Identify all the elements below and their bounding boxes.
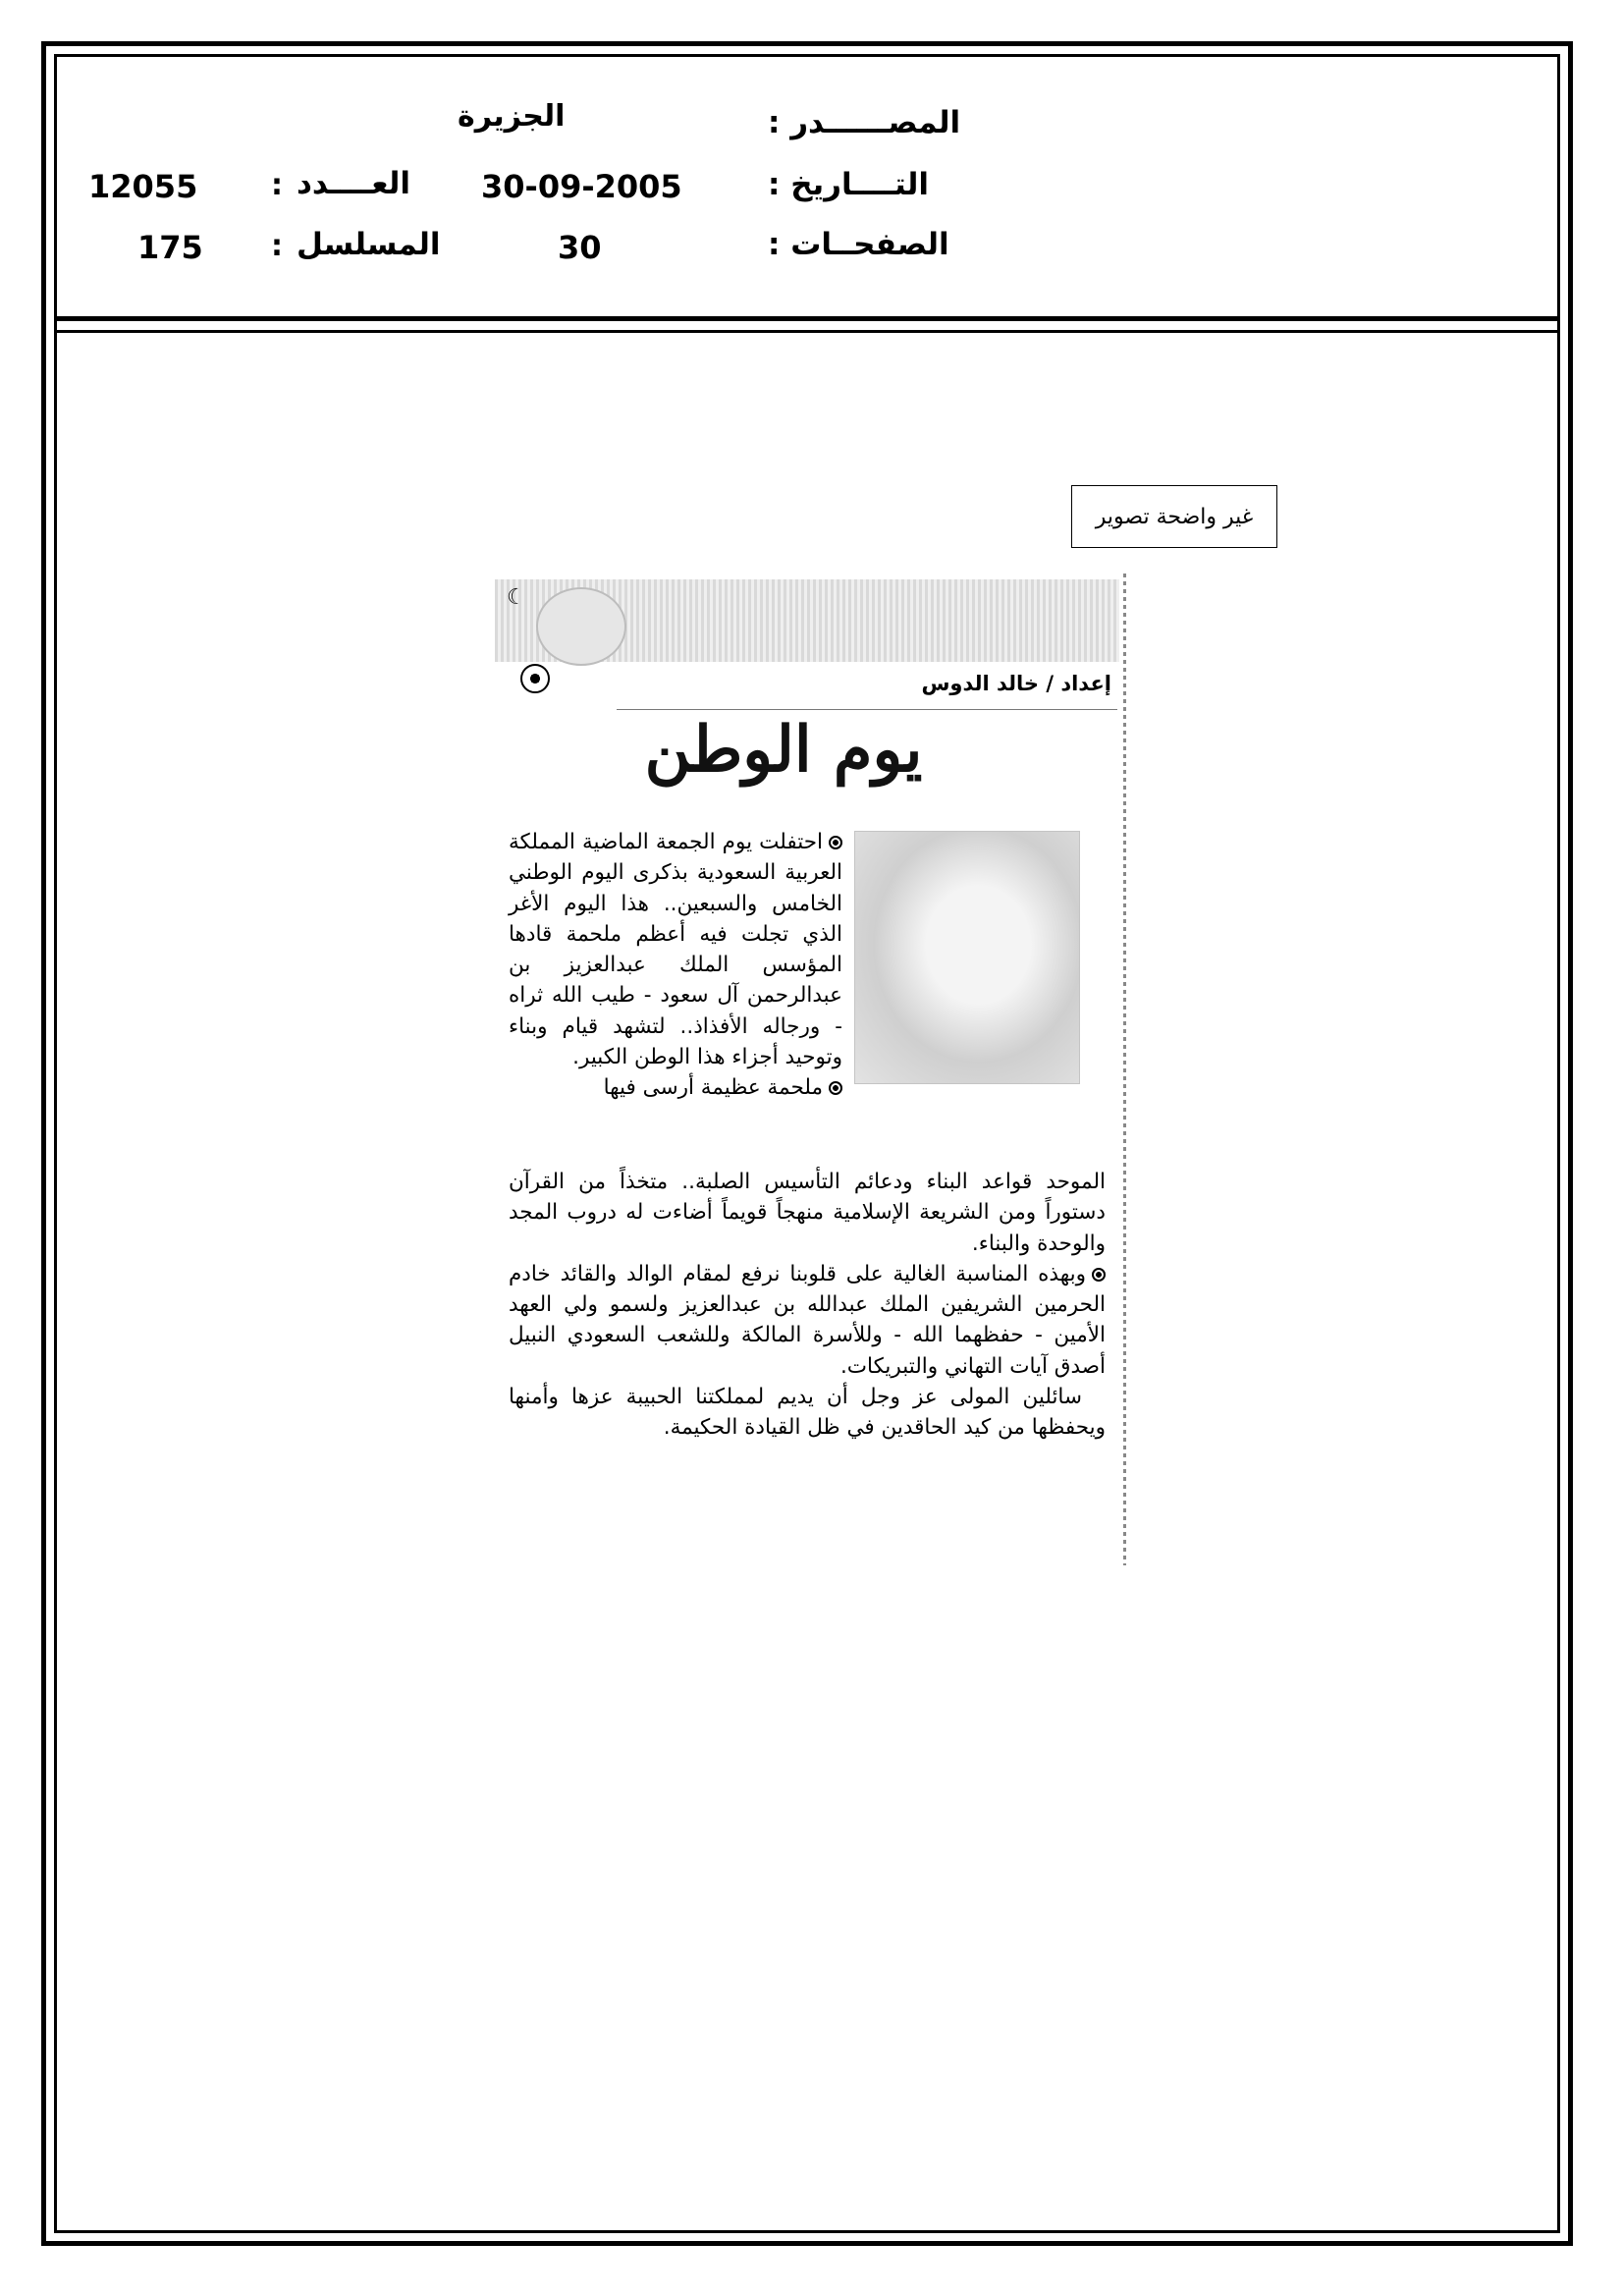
- issue-value: 12055: [88, 168, 198, 205]
- article-paragraph: سائلين المولى عز وجل أن يديم لمملكتنا الحبيبة عزها وأمنها ويحفظها من كيد الحاقدين في ظل القيادة الحكيمة.: [509, 1385, 1106, 1441]
- globe-icon: [536, 587, 626, 666]
- article-byline: إعداد / خالد الدوس: [921, 672, 1111, 695]
- scan-edge: [1123, 574, 1126, 1565]
- bullet-icon: [1092, 1268, 1106, 1282]
- header-divider-thin: [54, 330, 1560, 333]
- unclear-scan-note: غير واضحة تصوير: [1071, 485, 1277, 548]
- crescent-icon: ☾: [507, 585, 526, 610]
- article-paragraph: ملحمة عظيمة أرسى فيها: [509, 1072, 842, 1103]
- article-headline: يوم الوطن: [644, 713, 923, 787]
- newspaper-clipping: [489, 574, 1127, 1565]
- header-divider-thick: [54, 316, 1560, 321]
- pages-value: 30: [558, 229, 602, 266]
- clipping-masthead: [495, 579, 1119, 662]
- issue-colon: :: [271, 168, 283, 202]
- byline-divider: [617, 709, 1117, 710]
- article-paragraph: الموحد قواعد البناء ودعائم التأسيس الصلبة.. متخذاً من القرآن دستوراً ومن الشريعة الإسلامية منهجاً قويماً أضاءت له دروب المجد والوحدة والبناء.: [509, 1170, 1106, 1256]
- article-column-upper: [509, 827, 842, 1104]
- date-label: التــــاريخ :: [768, 167, 929, 202]
- article-paragraph: احتفلت يوم الجمعة الماضية المملكة العربية السعودية بذكرى اليوم الوطني الخامس والسبعين.. هذا اليوم الأغر الذي تجلت فيه أعظم ملحمة قادها المؤسس الملك عبدالعزيز بن عبدالرحمن آل سعود - طيب الله ثراه - ورجاله الأفذاذ.. لتشهد قيام وبناء وتوحيد أجزاء هذا الوطن الكبير.: [509, 830, 842, 1070]
- date-value: 30-09-2005: [481, 168, 682, 205]
- football-icon: [520, 664, 550, 693]
- issue-label: العــــدد: [297, 166, 410, 201]
- article-column-lower: [509, 1167, 1106, 1444]
- source-label: المصــــــدر :: [768, 105, 961, 140]
- bullet-icon: [829, 1081, 842, 1095]
- pages-label: الصفحــات :: [768, 227, 949, 262]
- bullet-icon: [829, 836, 842, 849]
- serial-colon: :: [271, 229, 283, 263]
- serial-label: المسلسل: [297, 227, 441, 262]
- source-value: الجزيرة: [458, 99, 566, 134]
- article-paragraph: وبهذه المناسبة الغالية على قلوبنا نرفع لمقام الوالد والقائد خادم الحرمين الشريفين الملك عبدالله بن عبدالعزيز ولسمو ولي العهد الأمين - حفظهما الله - وللأسرة المالكة وللشعب السعودي النبيل أصدق آيات التهاني والتبريكات.: [509, 1261, 1106, 1379]
- author-photo: [854, 831, 1080, 1084]
- serial-value: 175: [137, 229, 203, 266]
